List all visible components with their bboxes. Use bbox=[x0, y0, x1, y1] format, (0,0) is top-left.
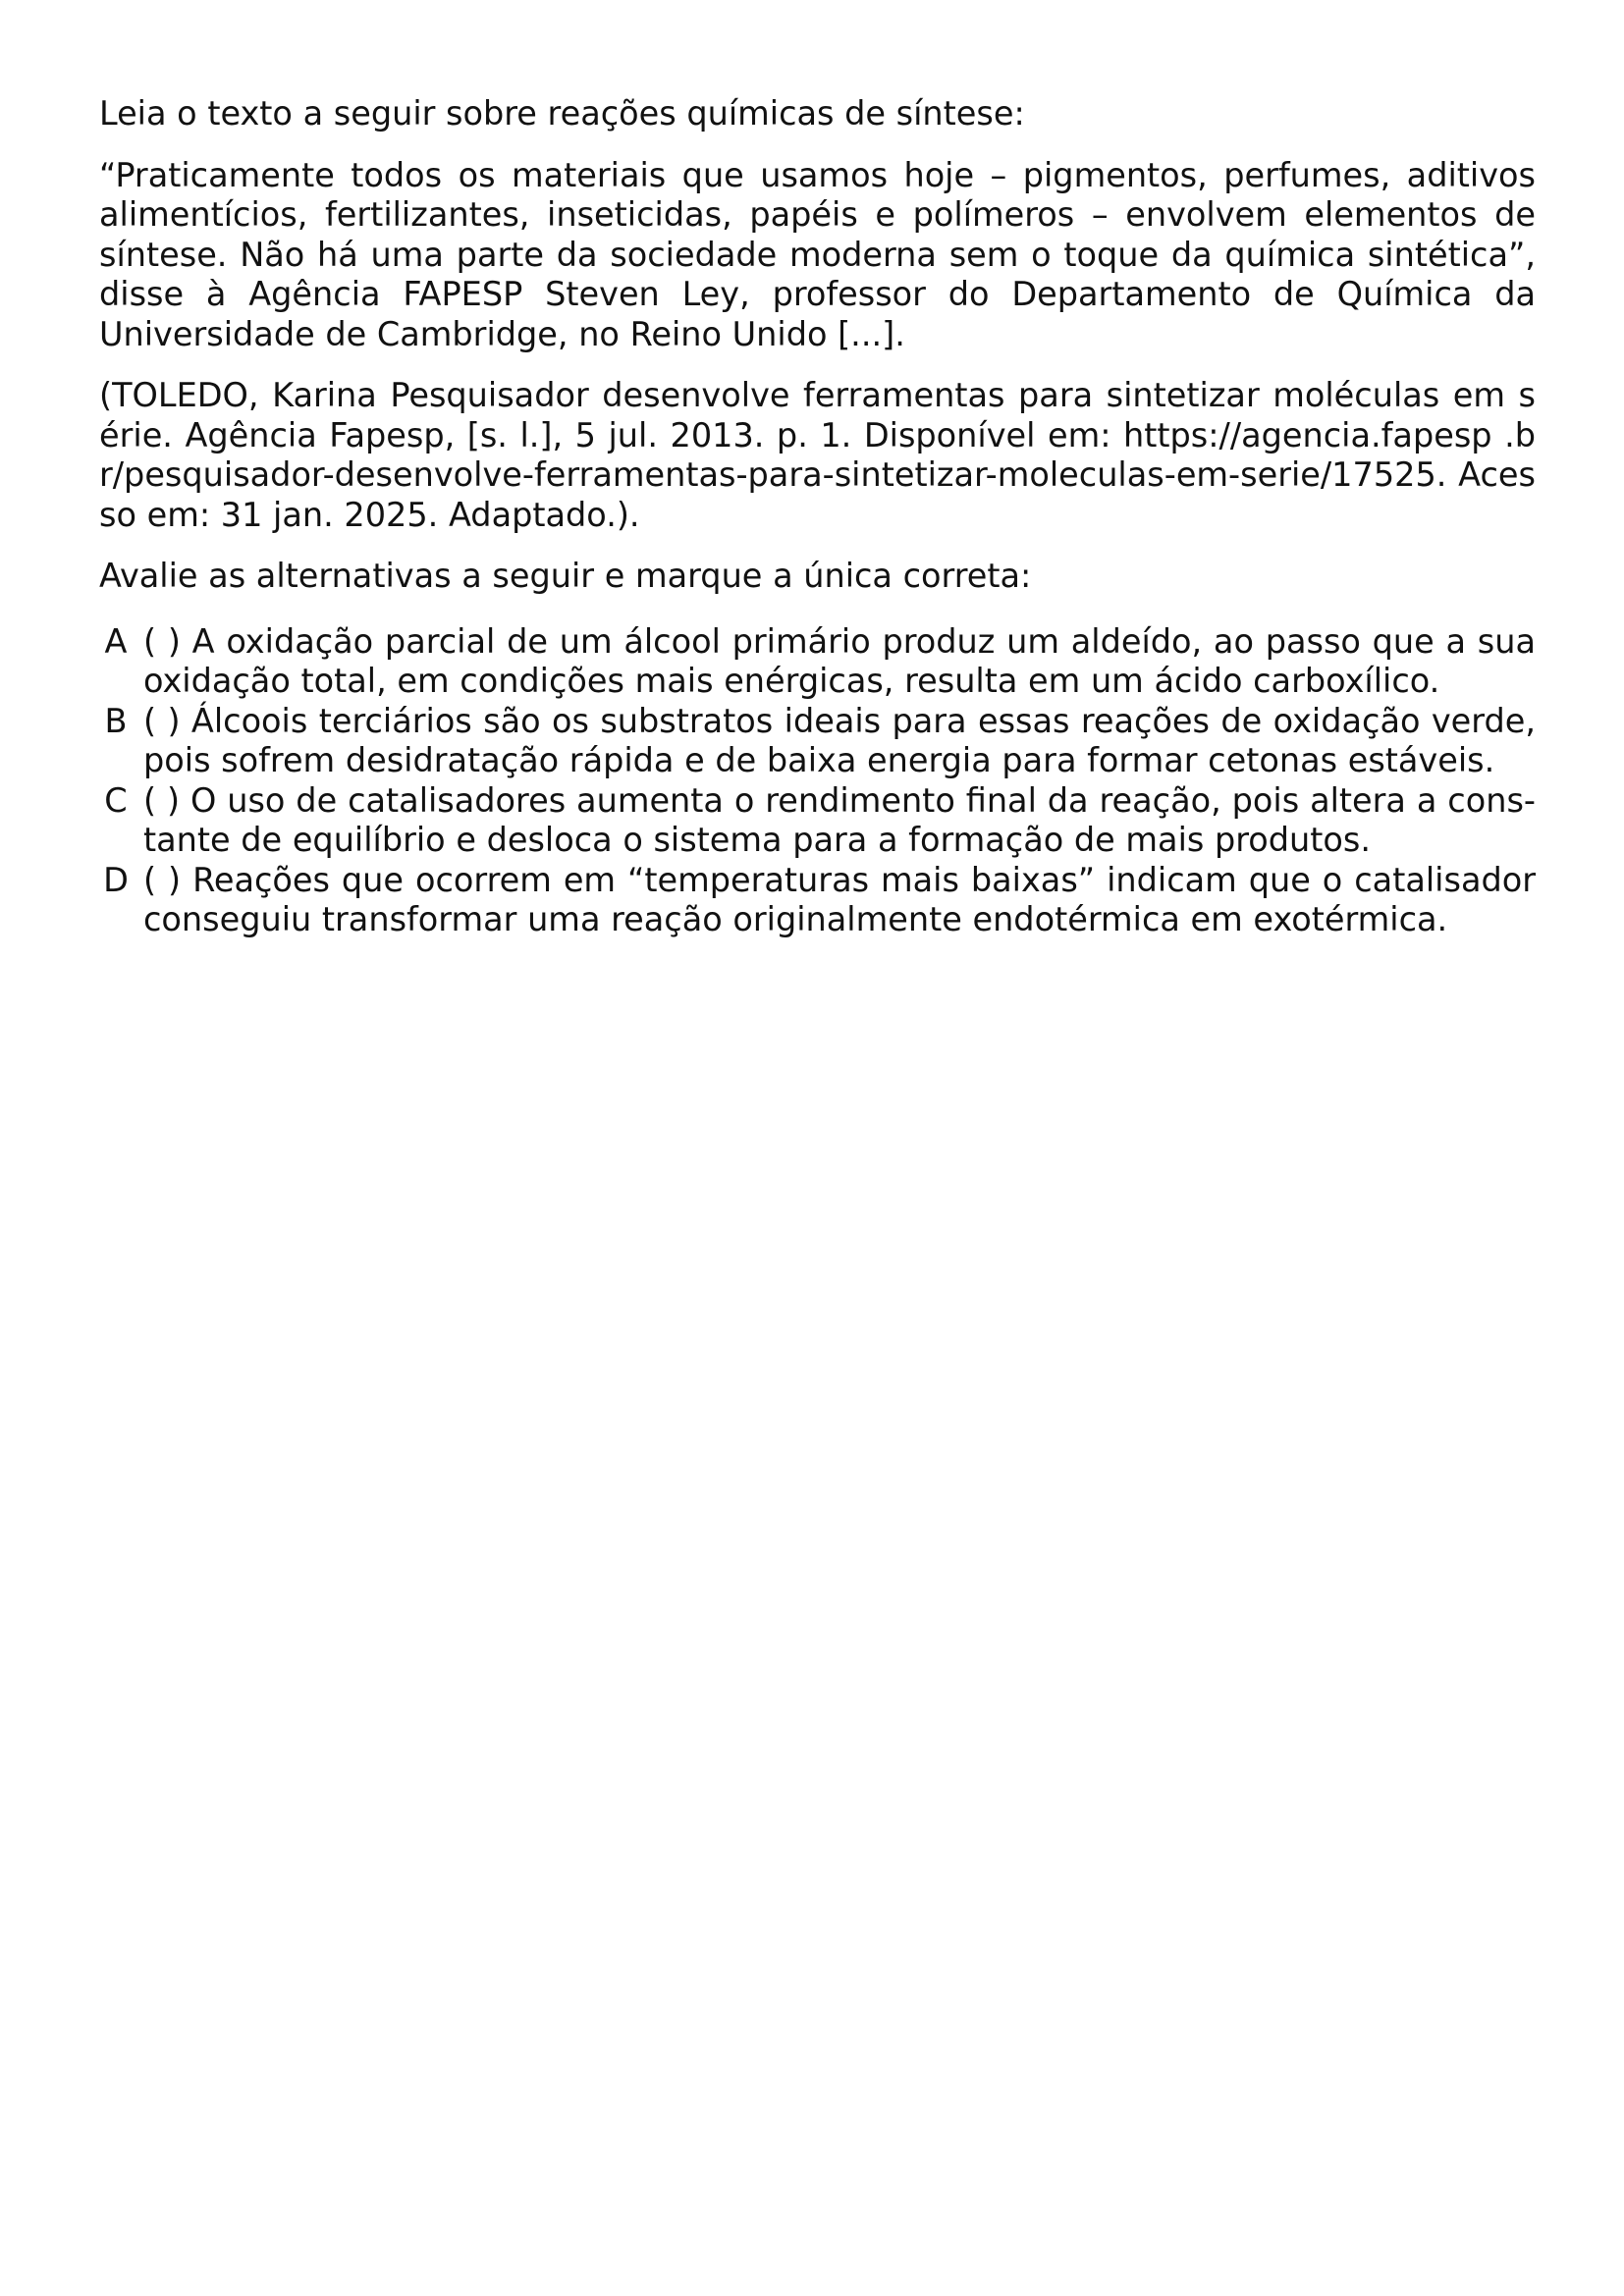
question-page bbox=[99, 94, 1536, 940]
option-a[interactable] bbox=[99, 622, 1536, 702]
instruction-text: Avalie as alternativas a seguir e marque a única correta: bbox=[99, 557, 1032, 595]
option-checkbox[interactable]: ( ) bbox=[143, 860, 182, 899]
option-checkbox[interactable]: ( ) bbox=[143, 621, 181, 661]
option-letter: D bbox=[103, 860, 129, 899]
option-letter: A bbox=[104, 621, 128, 661]
option-text: A oxidação parcial de um álcool primário produz um aldeído, ao passo que a sua oxidação total, em condições mais enérgicas, resulta em um ácido carboxílico. bbox=[143, 621, 1537, 700]
intro-text: Leia o texto a seguir sobre reações químicas de síntese: bbox=[99, 94, 1025, 133]
option-letter: C bbox=[104, 780, 128, 820]
option-letter: B bbox=[104, 701, 128, 740]
citation-reference: (TOLEDO, Karina Pesquisador desenvolve ferramentas para sintetizar moléculas em série. Agência Fapesp, [s. l.], 5 jul. 2013. p. 1. Disponível em: https://agencia.fapesp .br/pesquisador-desenvolve-ferramentas-para-sintetizar-moleculas-em-serie/17525. Acesso em: 31 jan. 2025. Adaptado.). bbox=[99, 376, 1536, 534]
option-d[interactable] bbox=[99, 861, 1536, 940]
answer-options bbox=[99, 622, 1536, 940]
option-c[interactable] bbox=[99, 781, 1536, 861]
option-text: O uso de catalisadores aumenta o rendimento final da reação, pois altera a constante de equilíbrio e desloca o sistema para a formação de mais produtos. bbox=[143, 780, 1536, 859]
option-checkbox[interactable]: ( ) bbox=[143, 780, 181, 820]
quoted-passage: “Praticamente todos os materiais que usamos hoje – pigmentos, perfumes, aditivos alimentícios, fertilizantes, inseticidas, papéis e polímeros – envolvem elementos de síntese. Não há uma parte da sociedade moderna sem o toque da química sintética”, disse à Agência FAPESP Steven Ley, professor do Departamento de Química da Universidade de Cambridge, no Reino Unido [...]. bbox=[99, 155, 1536, 353]
option-text: Reações que ocorrem em “temperaturas mais baixas” indicam que o catalisador conseguiu transformar uma reação originalmente endotérmica em exotérmica. bbox=[143, 860, 1537, 938]
option-text: Álcoois terciários são os substratos ideais para essas reações de oxidação verde, pois sofrem desidratação rápida e de baixa energia para formar cetonas estáveis. bbox=[143, 701, 1536, 779]
option-checkbox[interactable]: ( ) bbox=[143, 701, 181, 740]
option-b[interactable] bbox=[99, 702, 1536, 781]
